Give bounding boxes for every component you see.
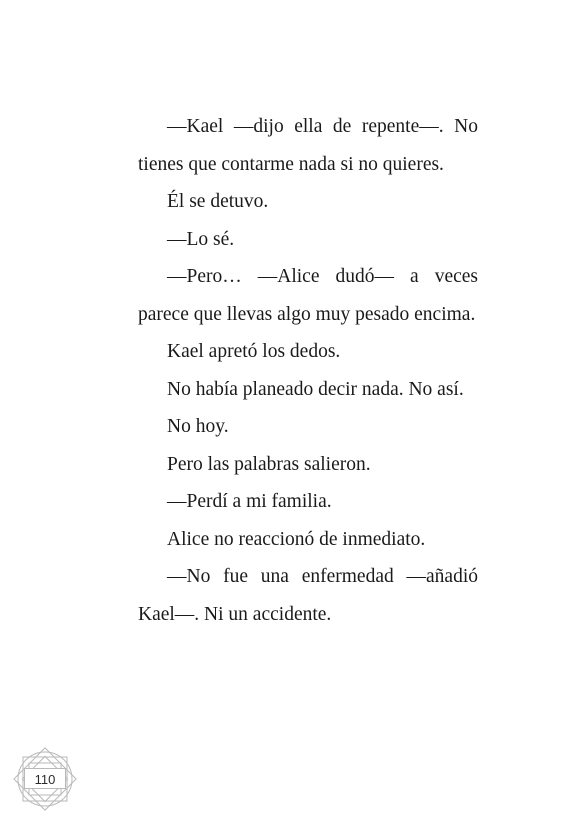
page-number: 110 bbox=[24, 768, 66, 789]
paragraph: —Perdí a mi familia. bbox=[167, 491, 332, 512]
body-text bbox=[138, 108, 478, 633]
paragraph: —No fue una enfermedad —añadió Kael—. Ni un accidente. bbox=[138, 566, 478, 625]
paragraph: Pero las palabras salieron. bbox=[167, 453, 371, 475]
paragraph: Él se detuvo. bbox=[167, 191, 269, 212]
paragraph: —Pero… —Alice dudó— a veces parece que llevas algo muy pesado encima. bbox=[138, 266, 478, 325]
paragraph: —Lo sé. bbox=[167, 228, 235, 250]
paragraph: No había planeado decir nada. No así. bbox=[167, 378, 464, 400]
paragraph: No hoy. bbox=[167, 416, 229, 437]
paragraph: Kael apretó los dedos. bbox=[167, 341, 341, 362]
paragraph: —Kael —dijo ella de repente—. No tienes que contarme nada si no quieres. bbox=[138, 116, 478, 175]
paragraph: Alice no reaccionó de inmediato. bbox=[167, 528, 426, 550]
